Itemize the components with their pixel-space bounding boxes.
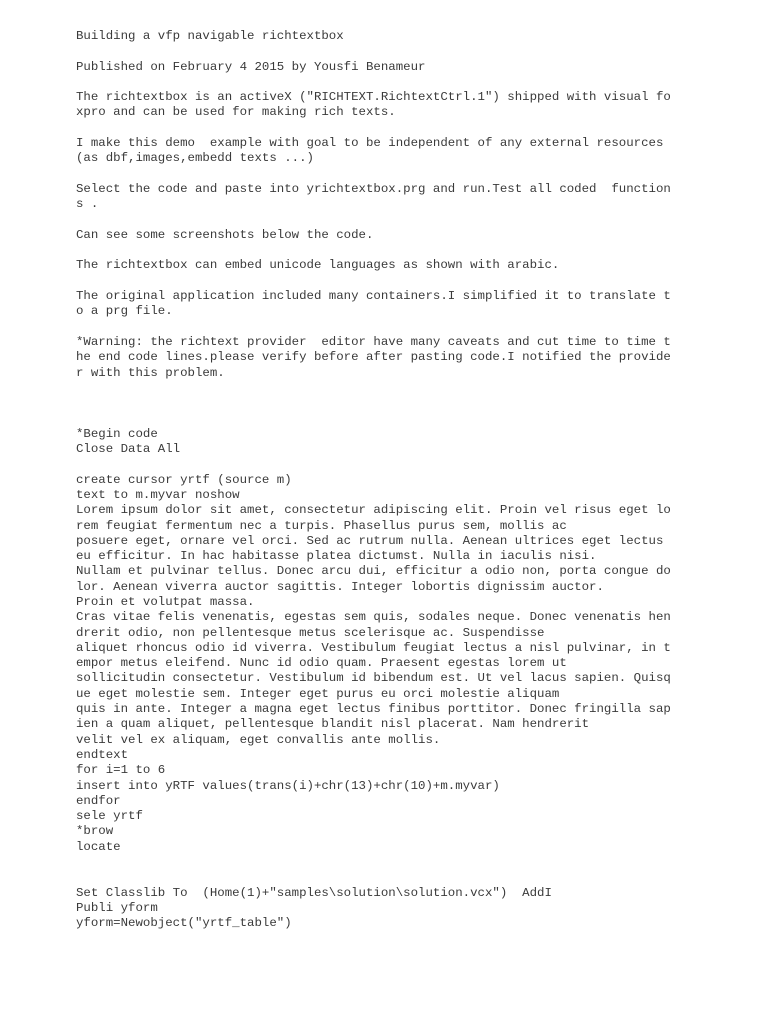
code-line: insert into yRTF values(trans(i)+chr(13)+chr(10)+m.myvar) [76, 778, 500, 793]
spacer [76, 44, 696, 59]
spacer [76, 243, 696, 258]
code-line: ue eget molestie sem. Integer eget purus eu orci molestie aliquam [76, 686, 560, 701]
warning-paragraph [76, 335, 696, 381]
code-main-block [76, 473, 696, 855]
code-line: *Begin code [76, 426, 158, 441]
document-text [76, 29, 696, 932]
code-line: Close Data All [76, 442, 181, 457]
spacer [76, 870, 696, 885]
code-header-block [76, 427, 696, 458]
intro-paragraph [76, 228, 696, 243]
code-line: Proin et volutpat massa. [76, 594, 255, 609]
paragraph-line: r with this problem. [76, 365, 225, 380]
code-line: sele yrtf [76, 809, 143, 824]
spacer [76, 320, 696, 335]
code-line: Cras vitae felis venenatis, egestas sem quis, sodales neque. Donec venenatis hen [76, 610, 671, 625]
spacer [76, 167, 696, 182]
spacer [76, 396, 696, 411]
code-line: empor metus eleifend. Nunc id odio quam. Praesent egestas lorem ut [76, 656, 567, 671]
code-line: velit vel ex aliquam, eget convallis ante mollis. [76, 732, 441, 747]
code-line: Set Classlib To (Home(1)+"samples\solution\solution.vcx") AddI [76, 885, 552, 900]
paragraph-line: Can see some screenshots below the code. [76, 227, 374, 242]
document-byline: Published on February 4 2015 by Yousfi Benameur [76, 59, 426, 74]
code-line: drerit odio, non pellentesque metus scelerisque ac. Suspendisse [76, 625, 545, 640]
paragraph-line: o a prg file. [76, 304, 173, 319]
code-line: sollicitudin consectetur. Vestibulum id bibendum est. Ut vel lacus sapien. Quisq [76, 671, 671, 686]
paragraph-line: The richtextbox can embed unicode languages as shown with arabic. [76, 258, 560, 273]
spacer [76, 75, 696, 90]
intro-paragraph [76, 289, 696, 320]
code-line: lor. Aenean viverra auctor sagittis. Integer lobortis dignissim auctor. [76, 579, 604, 594]
code-line: rem feugiat fermentum nec a turpis. Phasellus purus sem, mollis ac [76, 518, 567, 533]
spacer [76, 411, 696, 426]
code-line: text to m.myvar noshow [76, 487, 240, 502]
code-line: eu efficitur. In hac habitasse platea dictumst. Nulla in iaculis nisi. [76, 549, 597, 564]
code-tail-block [76, 886, 696, 932]
code-line: locate [76, 839, 121, 854]
document-title: Building a vfp navigable richtextbox [76, 29, 344, 43]
paragraph-line: (as dbf,images,embedd texts ...) [76, 151, 314, 166]
spacer [76, 381, 696, 396]
spacer [76, 213, 696, 228]
paragraph-line: xpro and can be used for making rich texts. [76, 105, 396, 120]
code-line: Publi yform [76, 900, 158, 915]
paragraph-line: The original application included many containers.I simplified it to translate t [76, 289, 671, 304]
spacer [76, 274, 696, 289]
spacer [76, 121, 696, 136]
intro-paragraph [76, 258, 696, 273]
code-line: quis in ante. Integer a magna eget lectus finibus porttitor. Donec fringilla sap [76, 702, 671, 717]
code-line: Lorem ipsum dolor sit amet, consectetur adipiscing elit. Proin vel risus eget lo [76, 503, 671, 518]
code-line: posuere eget, ornare vel orci. Sed ac rutrum nulla. Aenean ultrices eget lectus [76, 533, 664, 548]
intro-paragraph [76, 136, 696, 167]
code-line: Nullam et pulvinar tellus. Donec arcu dui, efficitur a odio non, porta congue do [76, 564, 671, 579]
spacer [76, 855, 696, 870]
code-line: create cursor yrtf (source m) [76, 472, 292, 487]
code-line: yform=Newobject("yrtf_table") [76, 916, 292, 931]
intro-paragraph [76, 90, 696, 121]
paragraph-line: s . [76, 197, 99, 212]
paragraph-line: he end code lines.please verify before after pasting code.I notified the provide [76, 350, 671, 365]
code-line: for i=1 to 6 [76, 763, 166, 778]
code-line: endtext [76, 747, 129, 762]
code-line: endfor [76, 793, 121, 808]
code-line: aliquet rhoncus odio id viverra. Vestibulum feugiat lectus a nisl pulvinar, in t [76, 640, 671, 655]
paragraph-line: Select the code and paste into yrichtextbox.prg and run.Test all coded function [76, 181, 671, 196]
code-line: *brow [76, 824, 114, 839]
spacer [76, 457, 696, 472]
paragraph-line: The richtextbox is an activeX ("RICHTEXT.RichtextCtrl.1") shipped with visual fo [76, 90, 671, 105]
intro-paragraph [76, 182, 696, 213]
paragraph-line: I make this demo example with goal to be independent of any external resources [76, 136, 664, 151]
paragraph-line: *Warning: the richtext provider editor have many caveats and cut time to time t [76, 334, 671, 349]
code-line: ien a quam aliquet, pellentesque blandit nisl placerat. Nam hendrerit [76, 717, 590, 732]
